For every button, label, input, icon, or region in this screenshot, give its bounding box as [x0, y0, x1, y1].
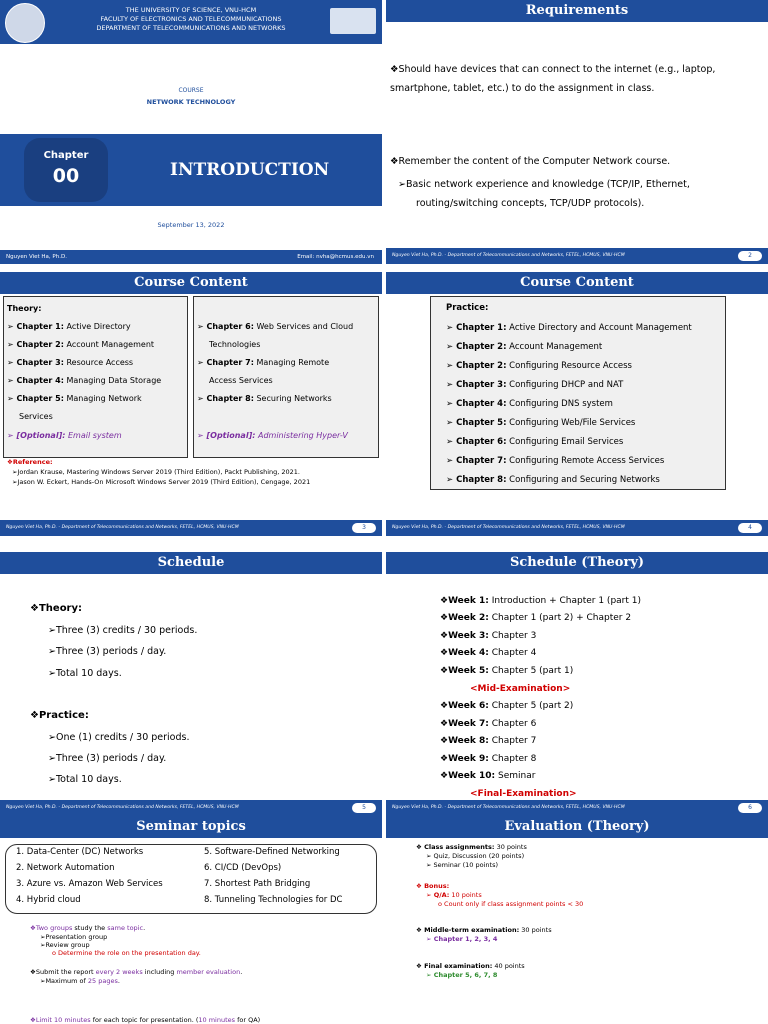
- qa-note: o Count only if class assignment points < 30: [438, 900, 584, 908]
- slide-course-content-theory: [0, 272, 382, 536]
- week-item: ❖Week 4: Chapter 4: [440, 648, 537, 658]
- requirement-knowledge-line2: routing/switching concepts, TCP/UDP protocols).: [416, 198, 645, 209]
- slide-header: Schedule (Theory): [386, 552, 768, 574]
- slide-schedule: [0, 552, 382, 816]
- page-number: 3: [352, 523, 376, 533]
- list-item: ➢ Chapter 6: Web Services and Cloud: [197, 322, 354, 331]
- reference-1: ➢Jordan Krause, Mastering Windows Server 2019 (Third Edition), Packt Publishing, 2021.: [12, 468, 300, 476]
- slide-footer: [386, 248, 768, 264]
- list-item: ➢ Chapter 3: Configuring DHCP and NAT: [446, 380, 624, 390]
- list-item: ➢ Chapter 4: Configuring DNS system: [446, 399, 613, 409]
- time-limit-line: ❖Limit 10 minutes for each topic for presentation. (10 minutes for QA): [30, 1016, 261, 1024]
- slide-title: [0, 0, 382, 264]
- optional-item: ➢ [Optional]: Email system: [7, 431, 122, 440]
- list-item: ➢ Chapter 1: Active Directory: [7, 322, 131, 331]
- week-item: ❖Week 9: Chapter 8: [440, 754, 537, 764]
- author-email: Email: nvha@hcmus.edu.vn: [297, 254, 374, 260]
- topic-item: 3. Azure vs. Amazon Web Services: [16, 879, 163, 889]
- final-exam: ❖ Final examination: 40 points: [416, 962, 525, 970]
- chapter-label: Chapter: [43, 150, 89, 161]
- week-item: ❖Week 10: Seminar: [440, 771, 536, 781]
- topic-item: 4. Hybrid cloud: [16, 895, 81, 905]
- list-item: ➢ Chapter 2: Configuring Resource Access: [446, 361, 632, 371]
- schedule-theory-label: ❖Theory:: [30, 603, 83, 614]
- topic-item: 2. Network Automation: [16, 863, 115, 873]
- quiz-discussion: ➢ Quiz, Discussion (20 points): [426, 852, 525, 860]
- list-item: ➢ Chapter 7: Managing Remote: [197, 358, 330, 367]
- middle-term-exam: ❖ Middle-term examination: 30 points: [416, 926, 552, 934]
- slide-header: Seminar topics: [0, 816, 382, 838]
- report-max: ➢Maximum of 25 pages.: [40, 977, 120, 985]
- chapter-number: 00: [52, 165, 80, 187]
- course-label: COURSE: [178, 87, 204, 94]
- department-name: DEPARTMENT OF TELECOMMUNICATIONS AND NETWORKS: [96, 24, 286, 32]
- footer-text: Nguyen Viet Ha, Ph.D. - Department of Telecommunications and Networks, FETEL, HCMUS, VNU-HCM: [6, 525, 239, 530]
- slide-header: Requirements: [386, 0, 768, 22]
- slide-header: Course Content: [0, 272, 382, 294]
- requirement-course: ❖Remember the content of the Computer Network course.: [390, 156, 671, 167]
- schedule-theory-credits: ➢Three (3) credits / 30 periods.: [48, 625, 198, 636]
- list-item-continuation: Access Services: [209, 376, 273, 385]
- week-item: ❖Week 3: Chapter 3: [440, 631, 537, 641]
- page-number: 2: [738, 251, 762, 261]
- slide-header: Evaluation (Theory): [386, 816, 768, 838]
- groups-line: ❖Two groups study the same topic.: [30, 924, 146, 932]
- list-item: ➢ Chapter 5: Managing Network: [7, 394, 142, 403]
- footer-text: Nguyen Viet Ha, Ph.D. - Department of Telecommunications and Networks, FETEL, HCMUS, VNU-HCM: [392, 525, 625, 530]
- schedule-theory-periods: ➢Three (3) periods / day.: [48, 646, 167, 657]
- slide-footer: [386, 520, 768, 536]
- topic-item: 5. Software-Defined Networking: [204, 847, 340, 857]
- report-line: ❖Submit the report every 2 weeks including member evaluation.: [30, 968, 243, 976]
- requirement-device-line1: ❖Should have devices that can connect to the internet (e.g., laptop,: [390, 64, 716, 75]
- topic-item: 1. Data-Center (DC) Networks: [16, 847, 144, 857]
- topic-item: 6. CI/CD (DevOps): [204, 863, 282, 873]
- week-item: ❖Week 7: Chapter 6: [440, 719, 537, 729]
- optional-item: ➢ [Optional]: Administering Hyper-V: [197, 431, 348, 440]
- slide-title-text: INTRODUCTION: [170, 160, 330, 180]
- requirement-knowledge-line1: ➢Basic network experience and knowledge (TCP/IP, Ethernet,: [398, 179, 690, 190]
- week-item: ❖Week 6: Chapter 5 (part 2): [440, 701, 574, 711]
- list-item: ➢ Chapter 8: Securing Networks: [197, 394, 332, 403]
- list-item: ➢ Chapter 2: Account Management: [446, 342, 603, 352]
- list-item: ➢ Chapter 8: Configuring and Securing Networks: [446, 475, 660, 485]
- author-name: Nguyen Viet Ha, Ph.D.: [6, 254, 67, 260]
- slide-header: Course Content: [386, 272, 768, 294]
- week-item: ❖Week 1: Introduction + Chapter 1 (part 1): [440, 596, 641, 606]
- topic-item: 8. Tunneling Technologies for DC: [204, 895, 343, 905]
- list-item: ➢ Chapter 3: Resource Access: [7, 358, 134, 367]
- course-name: NETWORK TECHNOLOGY: [146, 98, 236, 106]
- requirement-device-line2: smartphone, tablet, etc.) to do the assignment in class.: [390, 83, 655, 94]
- footer-text: Nguyen Viet Ha, Ph.D. - Department of Telecommunications and Networks, FETEL, HCMUS, VNU-HCM: [6, 805, 239, 810]
- final-examination: <Final-Examination>: [470, 789, 577, 799]
- week-item: ❖Week 2: Chapter 1 (part 2) + Chapter 2: [440, 613, 632, 623]
- university-name: THE UNIVERSITY OF SCIENCE, VNU-HCM: [125, 6, 257, 14]
- footer-text: Nguyen Viet Ha, Ph.D. - Department of Telecommunications and Networks, FETEL, HCMUS, VNU-HCM: [392, 253, 625, 258]
- list-item: ➢ Chapter 5: Configuring Web/File Services: [446, 418, 636, 428]
- slide-course-content-practice: [386, 272, 768, 536]
- slide-evaluation-theory: [386, 816, 768, 1024]
- slide-header: Schedule: [0, 552, 382, 574]
- schedule-practice-days: ➢Total 10 days.: [48, 774, 122, 785]
- list-item-continuation: Services: [19, 412, 53, 421]
- page-number: 5: [352, 803, 376, 813]
- presentation-group: ➢Presentation group: [40, 933, 108, 941]
- slide-footer: [0, 800, 382, 816]
- qa-points: ➢ Q/A: 10 points: [426, 891, 482, 899]
- slide-footer: [386, 800, 768, 816]
- mid-examination: <Mid-Examination>: [470, 684, 571, 694]
- slide-footer: [0, 520, 382, 536]
- list-item: ➢ Chapter 2: Account Management: [7, 340, 155, 349]
- list-item: ➢ Chapter 6: Configuring Email Services: [446, 437, 624, 447]
- schedule-practice-credits: ➢One (1) credits / 30 periods.: [48, 732, 190, 743]
- presentation-date: September 13, 2022: [157, 221, 225, 229]
- practice-label: Practice:: [446, 303, 489, 313]
- review-group: ➢Review group: [40, 941, 90, 949]
- bonus-label: ❖ Bonus:: [416, 882, 450, 890]
- schedule-theory-days: ➢Total 10 days.: [48, 668, 122, 679]
- list-item: ➢ Chapter 4: Managing Data Storage: [7, 376, 162, 385]
- topic-item: 7. Shortest Path Bridging: [204, 879, 311, 889]
- week-item: ❖Week 5: Chapter 5 (part 1): [440, 666, 574, 676]
- page-number: 4: [738, 523, 762, 533]
- week-item: ❖Week 8: Chapter 7: [440, 736, 537, 746]
- list-item: ➢ Chapter 1: Active Directory and Account Management: [446, 323, 692, 333]
- reference-2: ➢Jason W. Eckert, Hands-On Microsoft Windows Server 2019 (Third Edition), Cengage, 2021: [12, 478, 311, 486]
- theory-label: Theory:: [7, 304, 42, 313]
- list-item-continuation: Technologies: [209, 340, 261, 349]
- slide-requirements: [386, 0, 768, 264]
- final-exam-chapters: ➢ Chapter 5, 6, 7, 8: [426, 971, 498, 979]
- role-note: o Determine the role on the presentation day.: [52, 949, 201, 957]
- schedule-practice-periods: ➢Three (3) periods / day.: [48, 753, 167, 764]
- class-assignments: ❖ Class assignments: 30 points: [416, 843, 527, 851]
- slide-schedule-theory: [386, 552, 768, 816]
- page-number: 6: [738, 803, 762, 813]
- middle-term-chapters: ➢ Chapter 1, 2, 3, 4: [426, 935, 498, 943]
- slide-seminar-topics: [0, 816, 382, 1024]
- list-item: ➢ Chapter 7: Configuring Remote Access Services: [446, 456, 665, 466]
- footer-text: Nguyen Viet Ha, Ph.D. - Department of Telecommunications and Networks, FETEL, HCMUS, VNU-HCM: [392, 805, 625, 810]
- faculty-name: FACULTY OF ELECTRONICS AND TELECOMMUNICATIONS: [100, 15, 282, 23]
- schedule-practice-label: ❖Practice:: [30, 710, 89, 721]
- seminar-points: ➢ Seminar (10 points): [426, 861, 498, 869]
- reference-label: ❖Reference:: [7, 458, 53, 466]
